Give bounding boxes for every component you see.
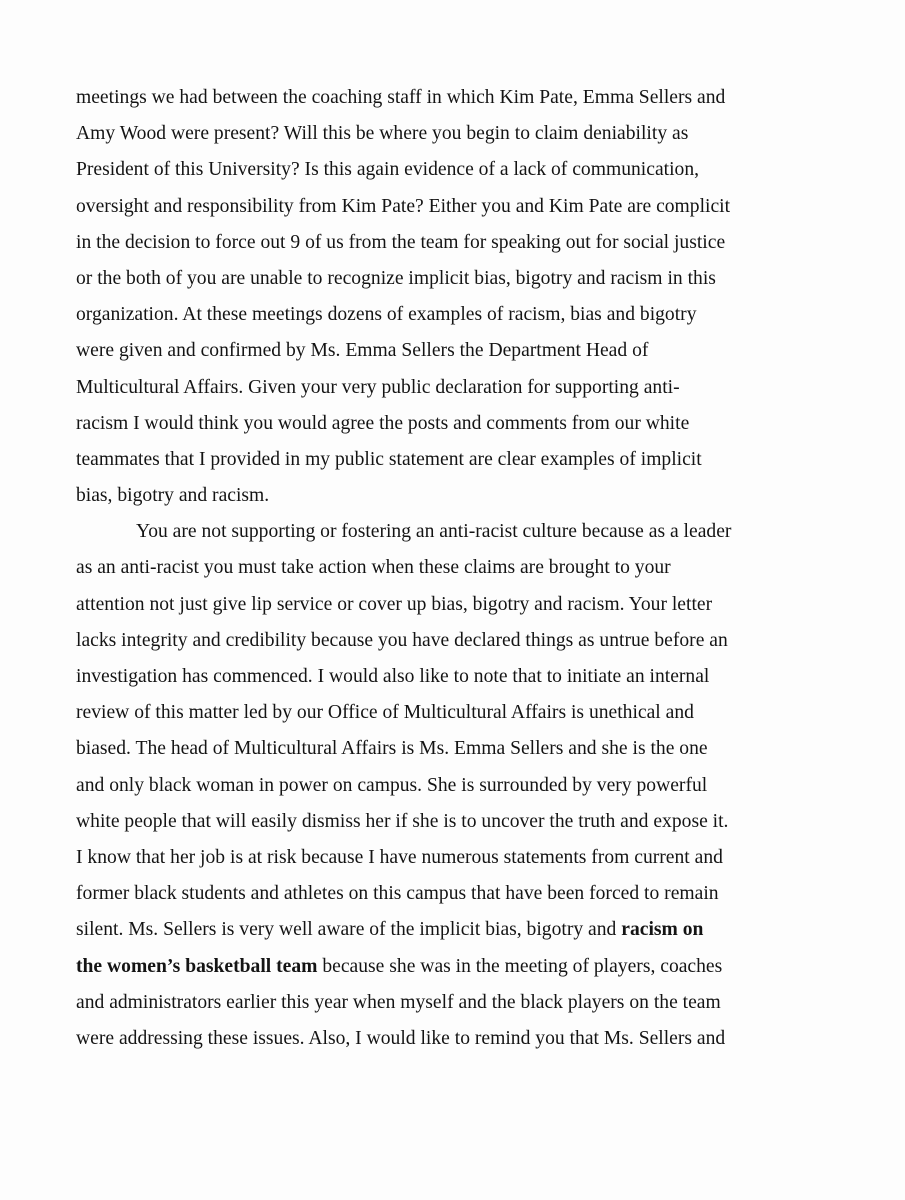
text-line — [76, 912, 836, 948]
text-line: meetings we had between the coaching staff in which Kim Pate, Emma Sellers and — [76, 87, 726, 108]
text-line: and only black woman in power on campus. She is surrounded by very powerful — [76, 774, 708, 796]
text-line: President of this University? Is this again evidence of a lack of communication, — [76, 159, 700, 181]
text-line: review of this matter led by our Office of Multicultural Affairs is unethical and — [76, 702, 694, 724]
text-line: former black students and athletes on this campus that have been forced to remain — [76, 883, 719, 905]
bold-text-run: the women’s basketball team — [76, 955, 318, 977]
text-line: I know that her job is at risk because I have numerous statements from current and — [76, 846, 723, 868]
letter-body — [76, 80, 836, 1057]
text-line: Multicultural Affairs. Given your very public declaration for supporting anti- — [76, 376, 680, 398]
text-line: lacks integrity and credibility because you have declared things as untrue before an — [76, 629, 728, 651]
text-line: Amy Wood were present? Will this be where you begin to claim deniability as — [76, 123, 689, 145]
text-line: organization. At these meetings dozens of examples of racism, bias and bigotry — [76, 304, 697, 326]
text-line: or the both of you are unable to recognize implicit bias, bigotry and racism in this — [76, 267, 716, 289]
text-line: in the decision to force out 9 of us from the team for speaking out for social justice — [76, 231, 726, 253]
text-line: attention not just give lip service or cover up bias, bigotry and racism. Your letter — [76, 593, 713, 615]
text-line: bias, bigotry and racism. — [76, 485, 270, 507]
text-line: oversight and responsibility from Kim Pate? Either you and Kim Pate are complicit — [76, 195, 731, 217]
bold-text-run: racism on — [621, 919, 704, 941]
paragraph-start-line: You are not supporting or fostering an anti-racist culture because as a leader — [136, 521, 732, 543]
text-line: biased. The head of Multicultural Affairs is Ms. Emma Sellers and she is the one — [76, 738, 708, 760]
text-line — [76, 949, 836, 985]
text-line: white people that will easily dismiss her if she is to uncover the truth and expose it. — [76, 810, 729, 832]
text-line: teammates that I provided in my public statement are clear examples of implicit — [76, 448, 702, 470]
text-run: because she was in the meeting of players, coaches — [317, 955, 723, 977]
text-line: were addressing these issues. Also, I would like to remind you that Ms. Sellers and — [76, 1027, 726, 1049]
text-line: and administrators earlier this year when myself and the black players on the team — [76, 991, 721, 1013]
text-line: as an anti-racist you must take action when these claims are brought to your — [76, 557, 671, 579]
text-run: silent. Ms. Sellers is very well aware of the implicit bias, bigotry and — [76, 919, 622, 941]
text-line: racism I would think you would agree the posts and comments from our white — [76, 412, 690, 434]
text-line: were given and confirmed by Ms. Emma Sellers the Department Head of — [76, 340, 649, 362]
text-line: investigation has commenced. I would also like to note that to initiate an internal — [76, 666, 710, 687]
